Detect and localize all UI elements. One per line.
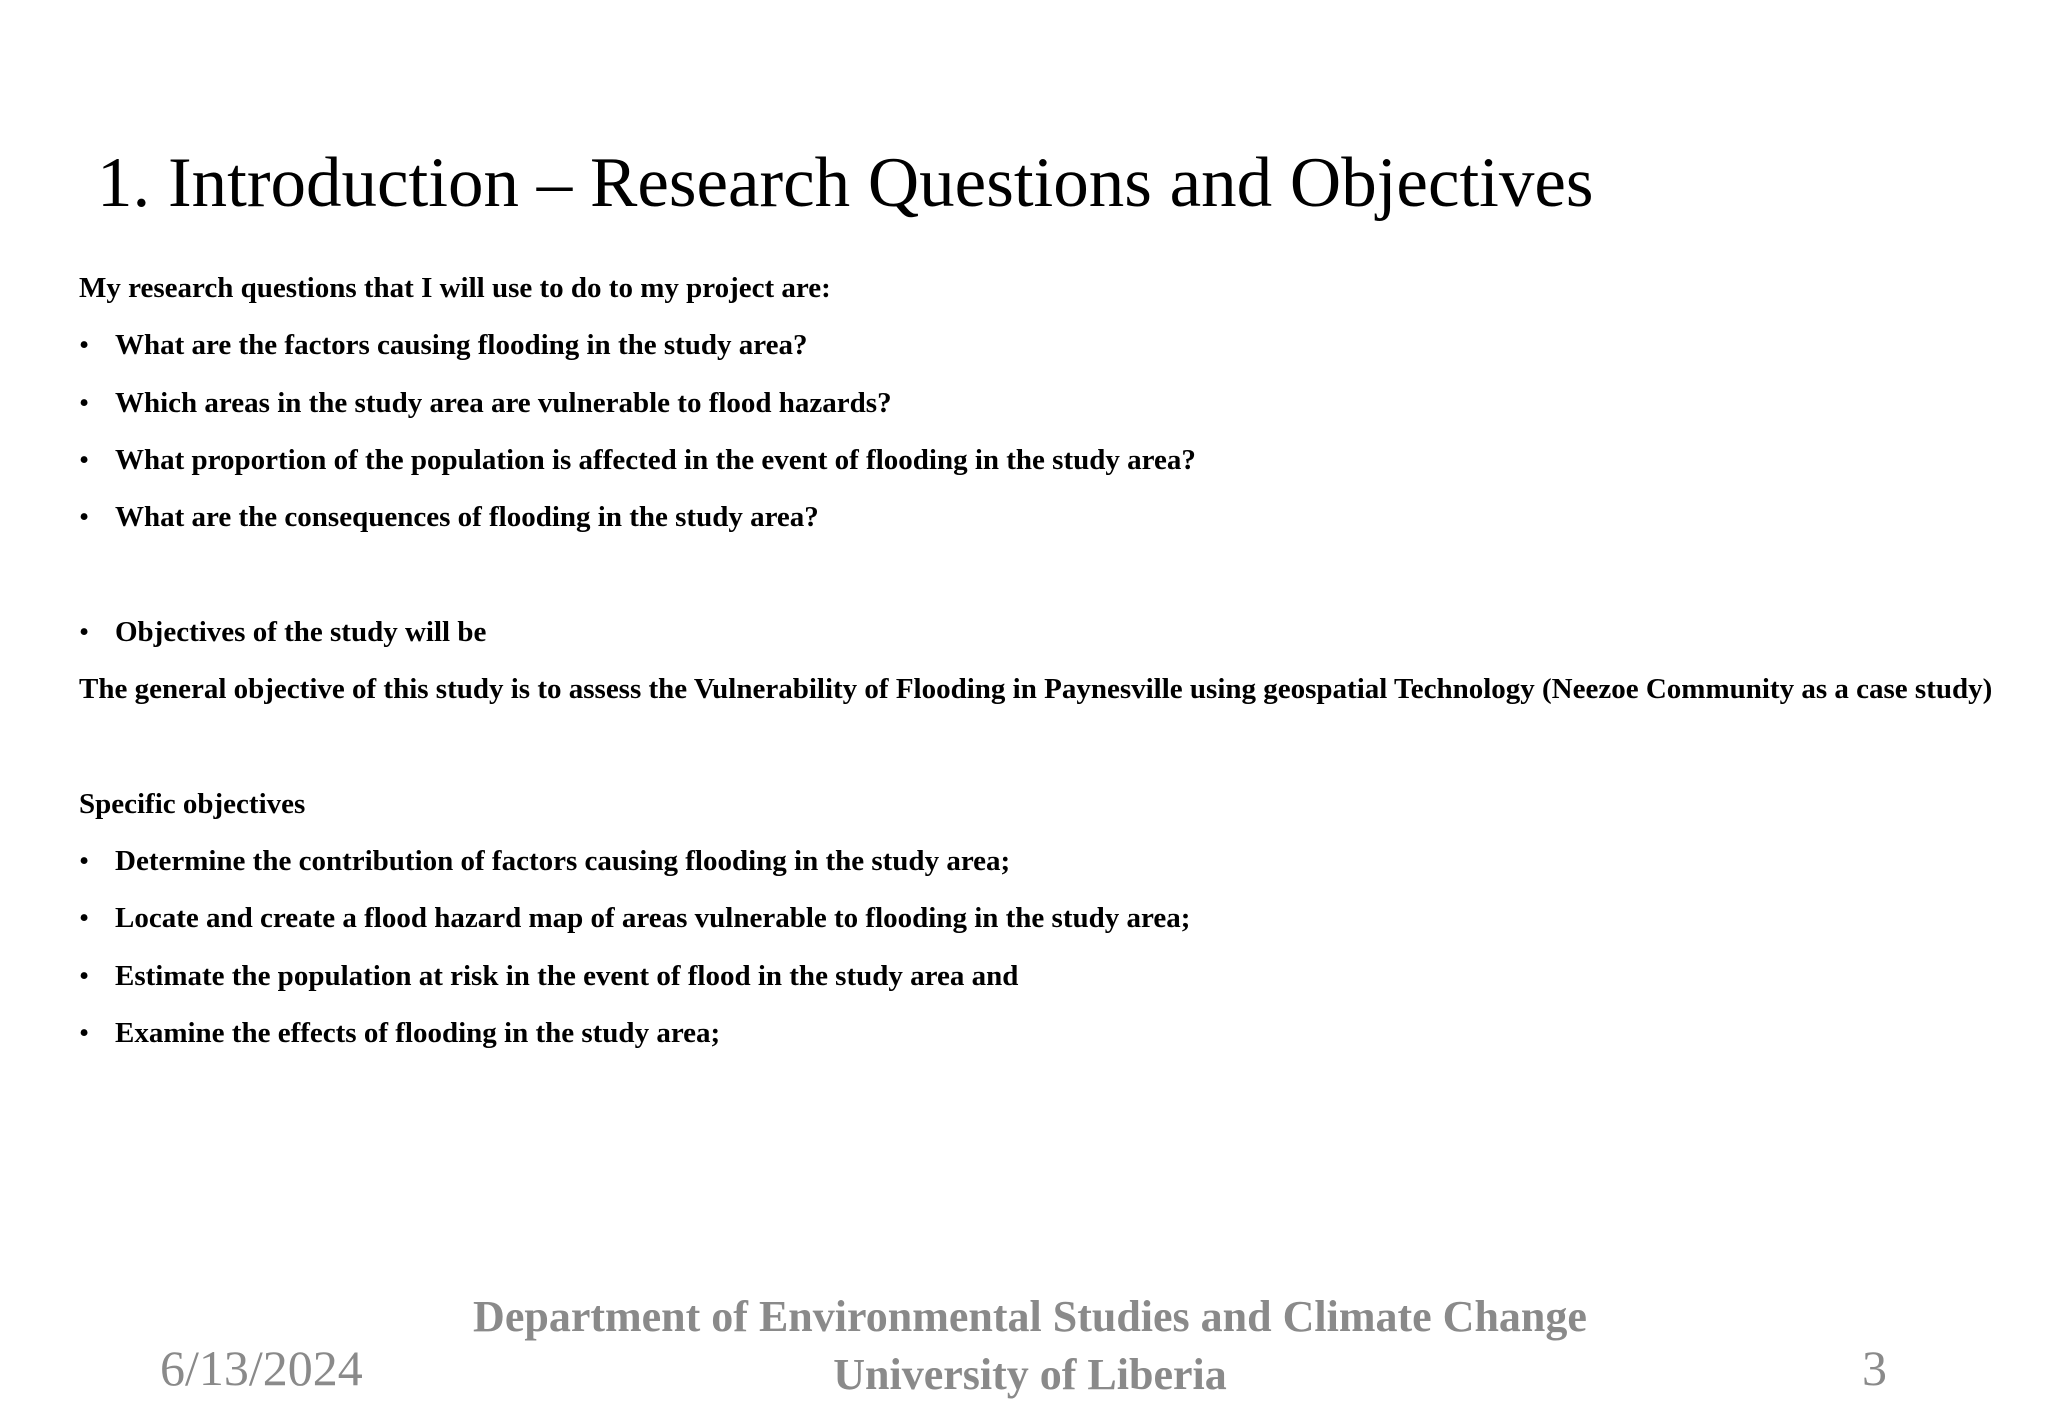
research-question: What are the consequences of flooding in the study area?	[115, 501, 819, 534]
footer-institution	[380, 1288, 1680, 1404]
specific-objective: Locate and create a flood hazard map of areas vulnerable to flooding in the study area;	[115, 902, 1191, 935]
research-question: What proportion of the population is affected in the event of flooding in the study area?	[115, 443, 1196, 476]
list-item	[79, 833, 1999, 890]
slide-title: 1. Introduction – Research Questions and Objectives	[97, 144, 1594, 222]
bullet-icon: •	[79, 386, 90, 419]
list-item	[79, 604, 1999, 661]
bullet-icon: •	[79, 1016, 90, 1049]
specific-objective: Estimate the population at risk in the event of flood in the study area and	[115, 959, 1019, 992]
list-item	[79, 317, 1999, 374]
spacer	[79, 546, 1999, 603]
bullet-icon: •	[79, 959, 90, 992]
bullet-icon: •	[79, 902, 90, 935]
footer-university: University of Liberia	[833, 1350, 1227, 1399]
general-objective: The general objective of this study is to assess the Vulnerability of Flooding in Paynesville using geospatial Technology (Neezoe Community as a case study)	[79, 673, 1993, 706]
footer-department: Department of Environmental Studies and Climate Change	[473, 1292, 1587, 1341]
bullet-icon: •	[79, 443, 90, 476]
bullet-icon: •	[79, 329, 90, 362]
list-item	[79, 489, 1999, 546]
page-number: 3	[1862, 1340, 1887, 1396]
list-item	[79, 948, 1999, 1005]
objectives-heading: Objectives of the study will be	[115, 615, 487, 648]
specific-objective: Determine the contribution of factors causing flooding in the study area;	[115, 844, 1011, 877]
list-item	[79, 890, 1999, 947]
bullet-icon: •	[79, 844, 90, 877]
list-item	[79, 432, 1999, 489]
list-item	[79, 1005, 1999, 1062]
footer-date: 6/13/2024	[160, 1340, 363, 1396]
slide-body	[79, 260, 1999, 1062]
spacer	[79, 718, 1999, 775]
research-questions-intro: My research questions that I will use to do to my project are:	[79, 272, 831, 304]
research-question: What are the factors causing flooding in the study area?	[115, 329, 808, 362]
specific-objective: Examine the effects of flooding in the study area;	[115, 1016, 721, 1049]
research-question: Which areas in the study area are vulnerable to flood hazards?	[115, 386, 892, 419]
bullet-icon: •	[79, 501, 90, 534]
specific-objectives-heading: Specific objectives	[79, 787, 306, 820]
list-item	[79, 375, 1999, 432]
bullet-icon: •	[79, 615, 90, 648]
